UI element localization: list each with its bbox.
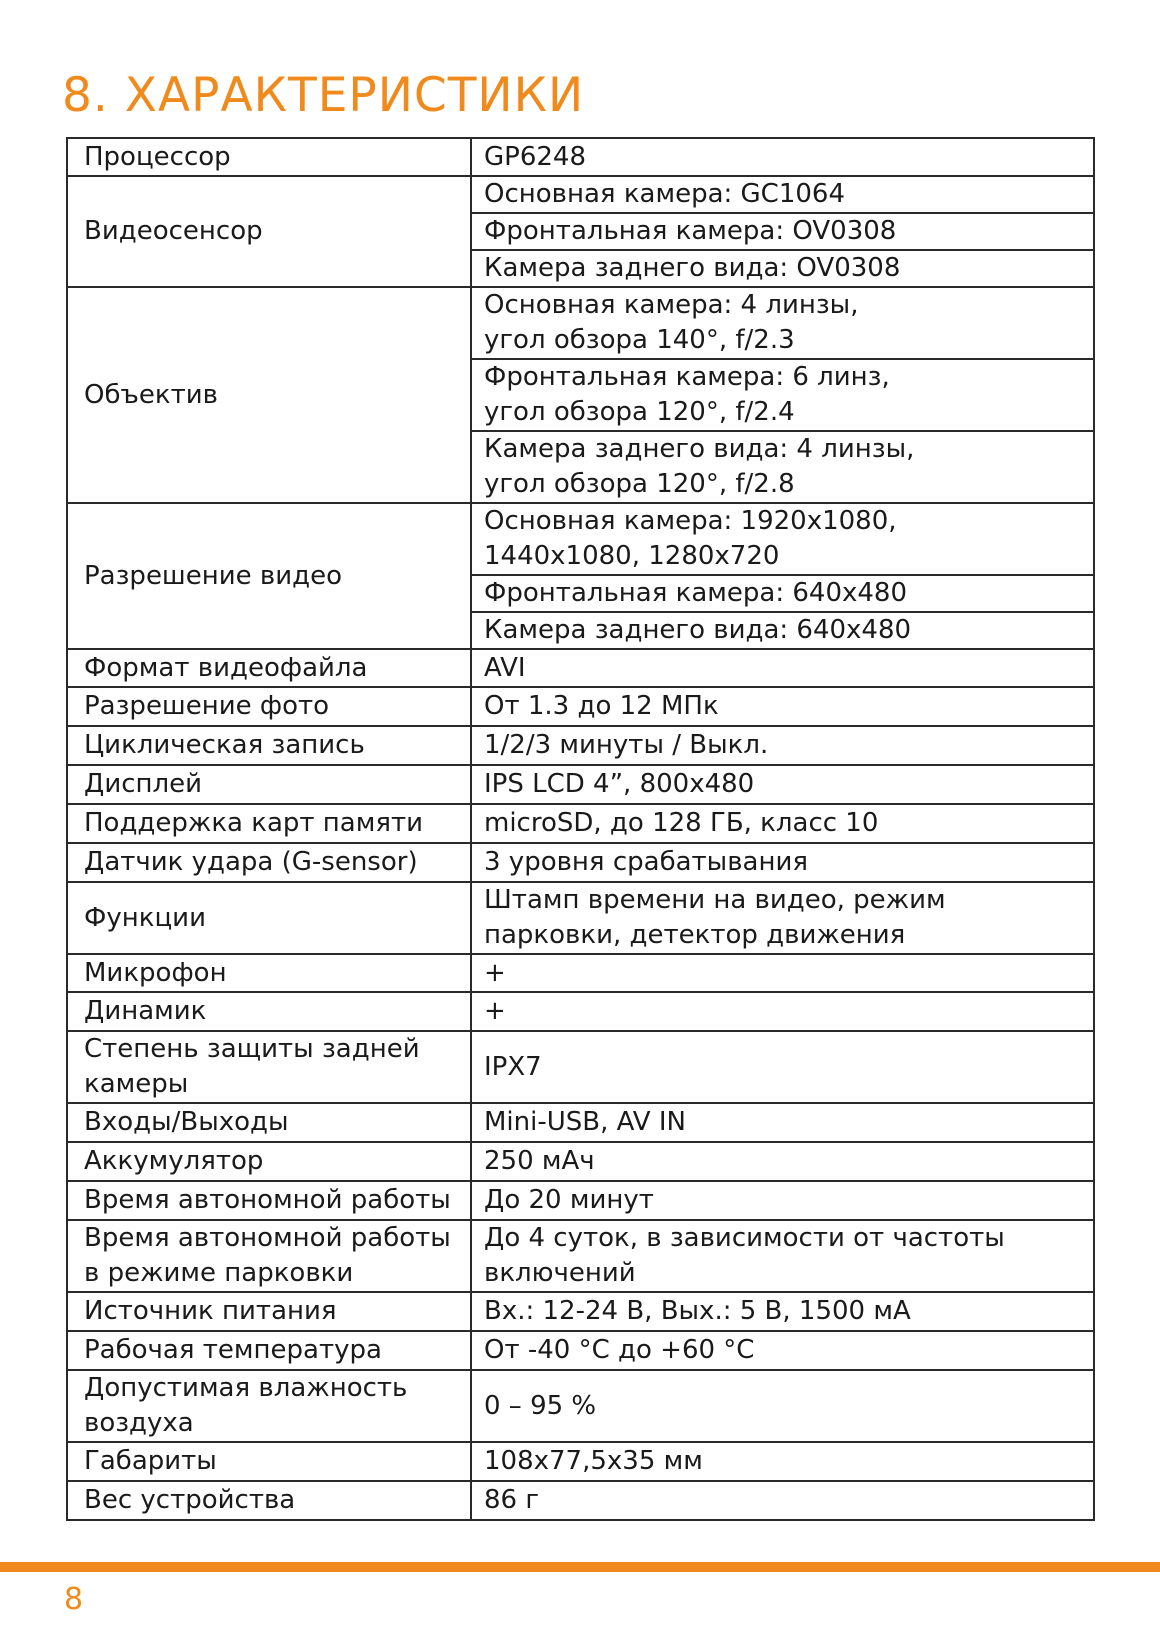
spec-value: 108x77,5x35 мм <box>471 1442 1094 1481</box>
spec-label: Формат видеофайла <box>67 649 471 687</box>
spec-value: + <box>471 954 1094 992</box>
spec-value: 1/2/3 минуты / Выкл. <box>471 726 1094 765</box>
spec-value: Вх.: 12-24 В, Вых.: 5 В, 1500 мА <box>471 1292 1094 1331</box>
spec-label: Допустимая влажность воздуха <box>67 1370 471 1442</box>
spec-label: Датчик удара (G-sensor) <box>67 843 471 882</box>
specifications-table <box>66 137 1095 1521</box>
spec-label: Микрофон <box>67 954 471 992</box>
spec-label: Степень защиты задней камеры <box>67 1031 471 1103</box>
spec-value: Штамп времени на видео, режим парковки, детектор движения <box>471 882 1094 954</box>
spec-row <box>67 1103 1094 1142</box>
spec-value: microSD, до 128 ГБ, класс 10 <box>471 804 1094 843</box>
spec-label: Время автономной работы в режиме парковки <box>67 1220 471 1292</box>
spec-row <box>67 1442 1094 1481</box>
spec-value: Основная камера: 4 линзы, угол обзора 140°, f/2.3 <box>471 287 1094 359</box>
spec-row <box>67 1220 1094 1292</box>
spec-value: До 4 суток, в зависимости от частоты включений <box>471 1220 1094 1292</box>
spec-row <box>67 882 1094 954</box>
spec-label: Циклическая запись <box>67 726 471 765</box>
spec-value: 3 уровня срабатывания <box>471 843 1094 882</box>
spec-row <box>67 1031 1094 1103</box>
spec-row <box>67 649 1094 687</box>
spec-value: От -40 °C до +60 °C <box>471 1331 1094 1370</box>
spec-row <box>67 1331 1094 1370</box>
spec-row <box>67 804 1094 843</box>
spec-label: Входы/Выходы <box>67 1103 471 1142</box>
spec-row <box>67 138 1094 176</box>
spec-value: Камера заднего вида: OV0308 <box>471 250 1094 287</box>
specifications-table-body <box>67 138 1094 1520</box>
spec-row <box>67 843 1094 882</box>
spec-value: IPX7 <box>471 1031 1094 1103</box>
spec-row <box>67 992 1094 1031</box>
spec-row <box>67 1142 1094 1181</box>
spec-value: IPS LCD 4”, 800x480 <box>471 765 1094 804</box>
spec-label: Объектив <box>67 287 471 503</box>
spec-value: Камера заднего вида: 4 линзы, угол обзора 120°, f/2.8 <box>471 431 1094 503</box>
spec-value: Основная камера: GC1064 <box>471 176 1094 213</box>
spec-value: 86 г <box>471 1481 1094 1520</box>
spec-row <box>67 726 1094 765</box>
spec-label: Рабочая температура <box>67 1331 471 1370</box>
spec-label: Разрешение видео <box>67 503 471 649</box>
spec-value: До 20 минут <box>471 1181 1094 1220</box>
spec-row <box>67 954 1094 992</box>
spec-label: Габариты <box>67 1442 471 1481</box>
page-title: 8. ХАРАКТЕРИСТИКИ <box>62 68 585 123</box>
spec-label: Динамик <box>67 992 471 1031</box>
spec-row <box>67 287 1094 359</box>
spec-row <box>67 1481 1094 1520</box>
spec-label: Функции <box>67 882 471 954</box>
spec-label: Разрешение фото <box>67 687 471 726</box>
spec-label: Видеосенсор <box>67 176 471 287</box>
spec-row <box>67 765 1094 804</box>
spec-value: Камера заднего вида: 640x480 <box>471 612 1094 649</box>
spec-label: Аккумулятор <box>67 1142 471 1181</box>
spec-row <box>67 503 1094 575</box>
spec-label: Поддержка карт памяти <box>67 804 471 843</box>
spec-value: AVI <box>471 649 1094 687</box>
spec-label: Время автономной работы <box>67 1181 471 1220</box>
spec-label: Вес устройства <box>67 1481 471 1520</box>
spec-row <box>67 1181 1094 1220</box>
spec-value: Основная камера: 1920x1080, 1440x1080, 1280x720 <box>471 503 1094 575</box>
spec-label: Источник питания <box>67 1292 471 1331</box>
spec-value: 0 – 95 % <box>471 1370 1094 1442</box>
spec-label: Процессор <box>67 138 471 176</box>
spec-value: Mini-USB, AV IN <box>471 1103 1094 1142</box>
spec-value: От 1.3 до 12 МПк <box>471 687 1094 726</box>
spec-value: Фронтальная камера: 6 линз, угол обзора 120°, f/2.4 <box>471 359 1094 431</box>
spec-row <box>67 1370 1094 1442</box>
spec-value: Фронтальная камера: 640x480 <box>471 575 1094 612</box>
page-number: 8 <box>64 1582 84 1617</box>
spec-row <box>67 687 1094 726</box>
spec-row <box>67 176 1094 213</box>
spec-value: 250 мАч <box>471 1142 1094 1181</box>
footer-accent-bar <box>0 1562 1160 1572</box>
spec-value: GP6248 <box>471 138 1094 176</box>
spec-row <box>67 1292 1094 1331</box>
spec-label: Дисплей <box>67 765 471 804</box>
spec-value: Фронтальная камера: OV0308 <box>471 213 1094 250</box>
spec-value: + <box>471 992 1094 1031</box>
